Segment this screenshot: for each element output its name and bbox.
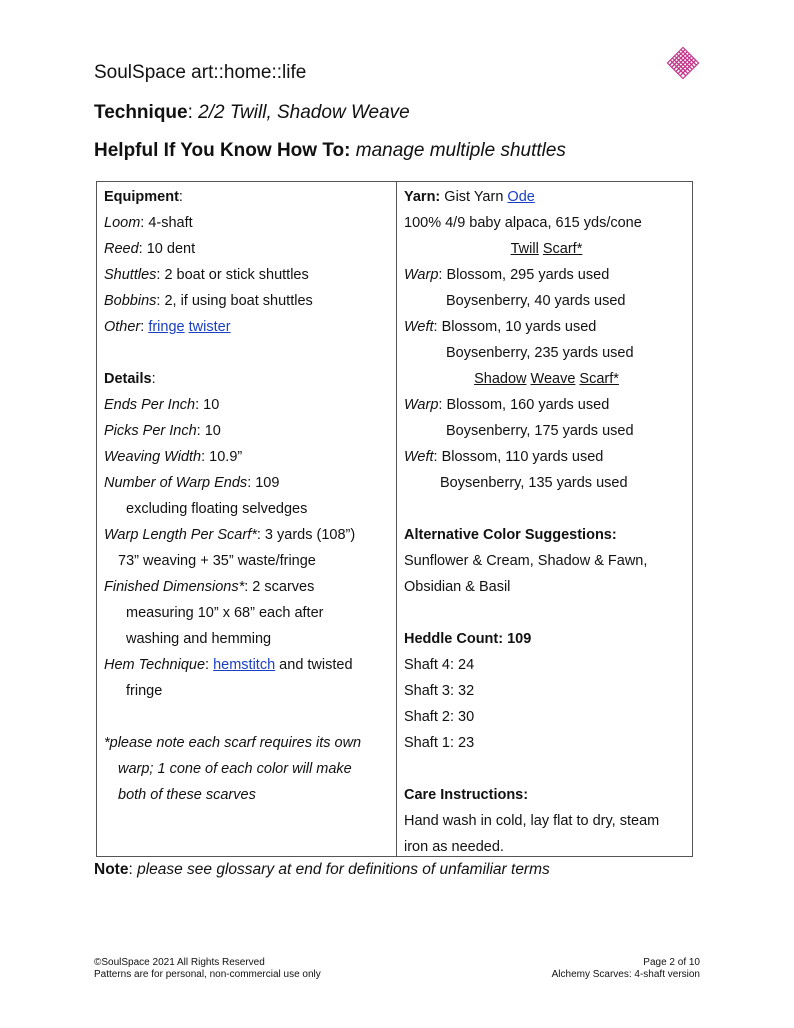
scarf-footnote-line2: warp; 1 cone of each color will make bbox=[118, 761, 352, 777]
alt-colors-line2: Obsidian & Basil bbox=[404, 579, 511, 595]
document-title: Alchemy Scarves: 4-shaft version bbox=[551, 969, 700, 980]
shaft-1-count: Shaft 1: 23 bbox=[404, 735, 475, 751]
alt-colors-line1: Sunflower & Cream, Shadow & Fawn, bbox=[404, 553, 648, 569]
technique-line: Technique: 2/2 Twill, Shadow Weave bbox=[94, 102, 410, 123]
alt-colors-heading: Alternative Color Suggestions: bbox=[404, 527, 617, 543]
warp-ends-note: excluding floating selvedges bbox=[126, 501, 308, 517]
equipment-details-column: Equipment: Loom: 4-shaft Reed: 10 dent Shuttles: 2 boat or stick shuttles Bobbins: 2, if using boat shuttles Other: fringe twister Details: Ends Per Inch: 10 Picks Per Inch: 10 Weaving Width: 10.9” Number of Warp Ends: 109 excluding floating selvedges Warp Length Per Scarf*: 3 yards (108”) 73” weaving + 35” waste/fringe Finished Dimensions*: 2 scarves measuring 10” x 68” each after washing and hemming Hem Technique: hemstitch and twisted fringe *please note each scarf requires its own warp; 1 cone of each color will make both of these scarves bbox=[104, 184, 389, 808]
hem-technique-row: Hem Technique: hemstitch and twisted bbox=[104, 657, 353, 673]
details-heading: Details bbox=[104, 371, 152, 387]
twill-scarf-heading: Twill Scarf* bbox=[510, 241, 583, 257]
yarn-row: Yarn: Gist Yarn Ode bbox=[404, 189, 535, 205]
care-heading: Care Instructions: bbox=[404, 787, 529, 803]
page-number: Page 2 of 10 bbox=[643, 957, 700, 968]
ode-yarn-link[interactable]: Ode bbox=[507, 189, 535, 205]
footer-right bbox=[552, 957, 700, 981]
fringe-link[interactable]: fringe bbox=[148, 319, 185, 335]
twill-warp-row2: Boysenberry, 40 yards used bbox=[446, 293, 626, 309]
shadow-warp-row2: Boysenberry, 175 yards used bbox=[446, 423, 634, 439]
shadow-weft-row: Weft: Blossom, 110 yards used bbox=[404, 449, 604, 465]
helpful-label: Helpful If You Know How To: bbox=[94, 140, 351, 161]
shadow-weft-row2: Boysenberry, 135 yards used bbox=[440, 475, 628, 491]
warp-length-row: Warp Length Per Scarf*: 3 yards (108”) bbox=[104, 527, 356, 543]
pattern-specs-table bbox=[96, 181, 693, 857]
fiber-row: 100% 4/9 baby alpaca, 615 yds/cone bbox=[404, 215, 642, 231]
hem-technique-line2: fringe bbox=[126, 683, 163, 699]
twill-weft-row: Weft: Blossom, 10 yards used bbox=[404, 319, 597, 335]
weaving-width-row: Weaving Width: 10.9” bbox=[104, 449, 243, 465]
shadow-weave-scarf-heading: Shadow Weave Scarf* bbox=[474, 371, 619, 387]
warp-length-note: 73” weaving + 35” waste/fringe bbox=[118, 553, 316, 569]
technique-label: Technique bbox=[94, 102, 188, 123]
shaft-4-count: Shaft 4: 24 bbox=[404, 657, 475, 673]
footer-left bbox=[94, 957, 321, 981]
epi-row: Ends Per Inch: 10 bbox=[104, 397, 220, 413]
warp-ends-row: Number of Warp Ends: 109 bbox=[104, 475, 280, 491]
yarn-column bbox=[404, 184, 689, 860]
reed-row: Reed: 10 dent bbox=[104, 241, 196, 257]
shuttles-row: Shuttles: 2 boat or stick shuttles bbox=[104, 267, 309, 283]
woven-diamond-logo-icon bbox=[665, 45, 701, 81]
note-label: Note bbox=[94, 861, 129, 878]
scarf-footnote-line1: *please note each scarf requires its own bbox=[104, 735, 362, 751]
column-divider bbox=[396, 182, 397, 856]
twister-link[interactable]: twister bbox=[188, 319, 231, 335]
finished-dimensions-line2: measuring 10” x 68” each after bbox=[126, 605, 324, 621]
copyright-text: ©SoulSpace 2021 All Rights Reserved bbox=[94, 957, 265, 968]
helpful-value: manage multiple shuttles bbox=[355, 140, 566, 161]
scarf-footnote-line3: both of these scarves bbox=[118, 787, 256, 803]
twill-warp-row: Warp: Blossom, 295 yards used bbox=[404, 267, 610, 283]
shaft-3-count: Shaft 3: 32 bbox=[404, 683, 475, 699]
shadow-warp-row: Warp: Blossom, 160 yards used bbox=[404, 397, 610, 413]
glossary-note: Note: please see glossary at end for definitions of unfamiliar terms bbox=[94, 861, 550, 878]
care-line2: iron as needed. bbox=[404, 839, 504, 855]
heddle-count-heading: Heddle Count: 109 bbox=[404, 631, 532, 647]
loom-row: Loom: 4-shaft bbox=[104, 215, 193, 231]
usage-text: Patterns are for personal, non-commercial use only bbox=[94, 969, 321, 980]
equipment-heading: Equipment bbox=[104, 189, 179, 205]
note-text: please see glossary at end for definitions of unfamiliar terms bbox=[137, 861, 550, 878]
care-line1: Hand wash in cold, lay flat to dry, steam bbox=[404, 813, 660, 829]
finished-dimensions-line3: washing and hemming bbox=[126, 631, 272, 647]
twill-weft-row2: Boysenberry, 235 yards used bbox=[446, 345, 634, 361]
finished-dimensions-row: Finished Dimensions*: 2 scarves bbox=[104, 579, 315, 595]
shaft-2-count: Shaft 2: 30 bbox=[404, 709, 475, 725]
technique-value: 2/2 Twill, Shadow Weave bbox=[198, 102, 410, 123]
brand-title: SoulSpace art::home::life bbox=[94, 62, 307, 83]
other-row: Other: fringe twister bbox=[104, 319, 231, 335]
ppi-row: Picks Per Inch: 10 bbox=[104, 423, 221, 439]
bobbins-row: Bobbins: 2, if using boat shuttles bbox=[104, 293, 313, 309]
hemstitch-link[interactable]: hemstitch bbox=[213, 657, 276, 673]
helpful-line bbox=[94, 140, 566, 162]
